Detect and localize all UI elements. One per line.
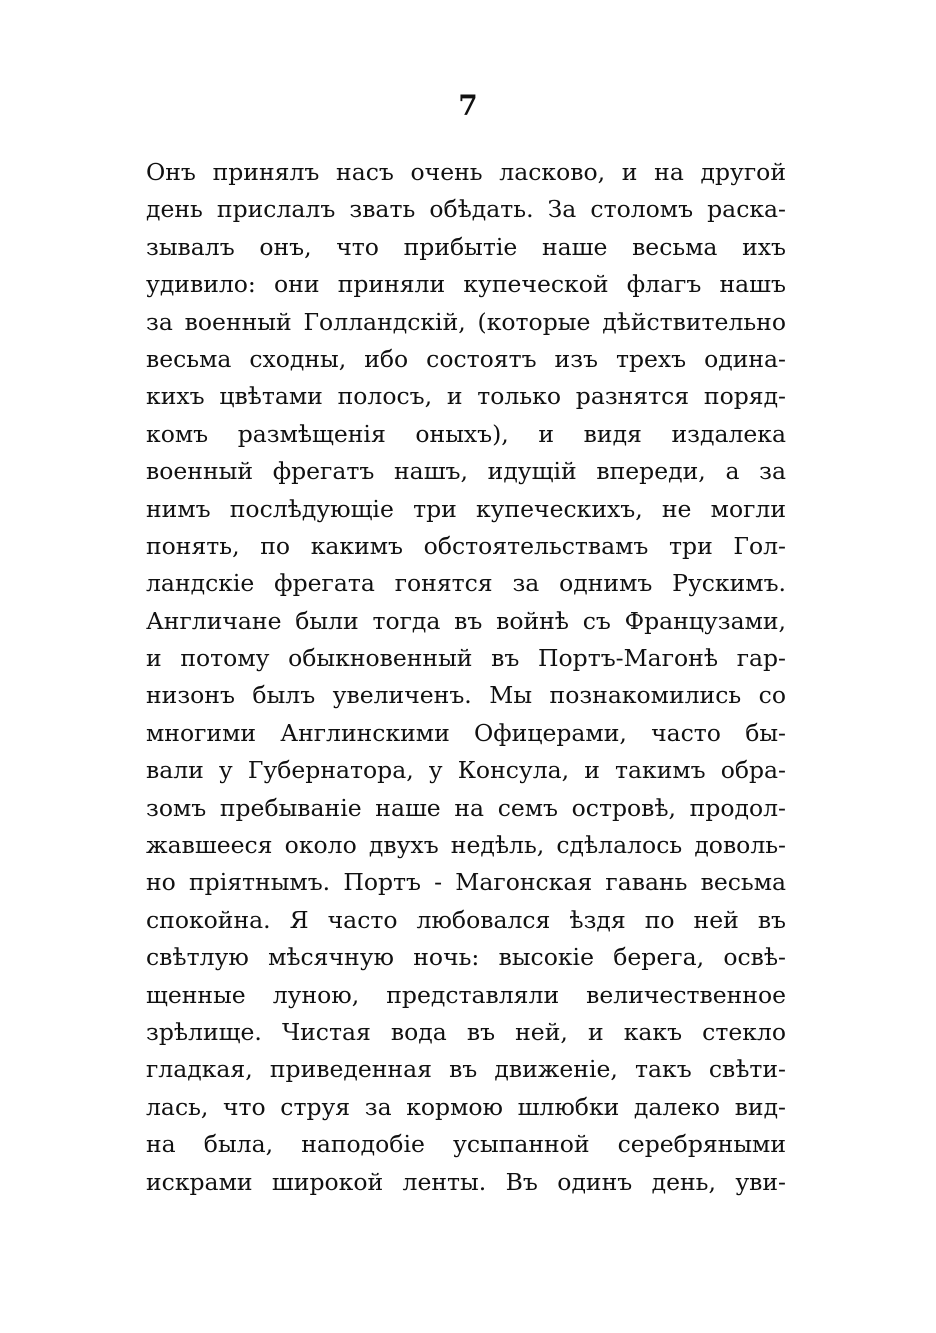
text-line: свѣтлую мѣсячную ночь: высокіе берега, освѣ- — [146, 943, 786, 972]
text-line: спокойна. Я часто любовался ѣздя по ней въ — [146, 905, 786, 934]
text-line: щенные луною, представляли величественное — [146, 980, 786, 1009]
text-line: военный фрегатъ нашъ, идущій впереди, а за — [146, 457, 786, 486]
text-line: на была, наподобіе усыпанной серебряными — [146, 1130, 786, 1159]
text-line: Онъ принялъ насъ очень ласково, и на другой — [146, 158, 786, 186]
text-line: кихъ цвѣтами полосъ, и только разнятся поряд- — [146, 382, 786, 411]
text-line: за военный Голландскій, (которые дѣйствительно — [146, 307, 786, 336]
text-line: понять, по какимъ обстоятельствамъ три Гол- — [146, 531, 786, 560]
text-line: нимъ послѣдующіе три купеческихъ, не могли — [146, 494, 786, 523]
text-line: удивило: они приняли купеческой флагъ нашъ — [146, 270, 786, 299]
text-line: зывалъ онъ, что прибытіе наше весьма ихъ — [146, 232, 786, 261]
body-text — [146, 154, 786, 1201]
text-line: Англичане были тогда въ войнѣ съ Французами, — [146, 606, 786, 635]
page-number: 7 — [458, 89, 478, 122]
text-line: искрами широкой ленты. Въ одинъ день, уви- — [146, 1167, 786, 1196]
text-line: день прислалъ звать обѣдать. За столомъ раска- — [146, 195, 786, 224]
text-line: весьма сходны, ибо состоятъ изъ трехъ одина- — [146, 344, 786, 373]
text-line: и потому обыкновенный въ Портъ-Магонѣ гар- — [146, 644, 786, 673]
text-line: низонъ былъ увеличенъ. Мы познакомились со — [146, 681, 786, 710]
text-line: гладкая, приведенная въ движеніе, такъ свѣти- — [146, 1055, 786, 1084]
text-line: зрѣлище. Чистая вода въ ней, и какъ стекло — [146, 1017, 786, 1046]
text-line: жавшееся около двухъ недѣль, сдѣлалось доволь- — [146, 831, 786, 860]
text-line: ландскіе фрегата гонятся за однимъ Рускимъ. — [146, 569, 786, 598]
text-line: многими Англинскими Офицерами, часто бы- — [146, 718, 786, 747]
text-line: но пріятнымъ. Портъ - Магонская гавань весьма — [146, 868, 786, 897]
text-line: вали у Губернатора, у Консула, и такимъ обра- — [146, 756, 786, 785]
text-line: лась, что струя за кормою шлюбки далеко вид- — [146, 1092, 786, 1121]
text-line: зомъ пребываніе наше на семъ островѣ, продол- — [146, 793, 786, 822]
text-line: комъ размѣщенія оныхъ), и видя издалека — [146, 419, 786, 448]
